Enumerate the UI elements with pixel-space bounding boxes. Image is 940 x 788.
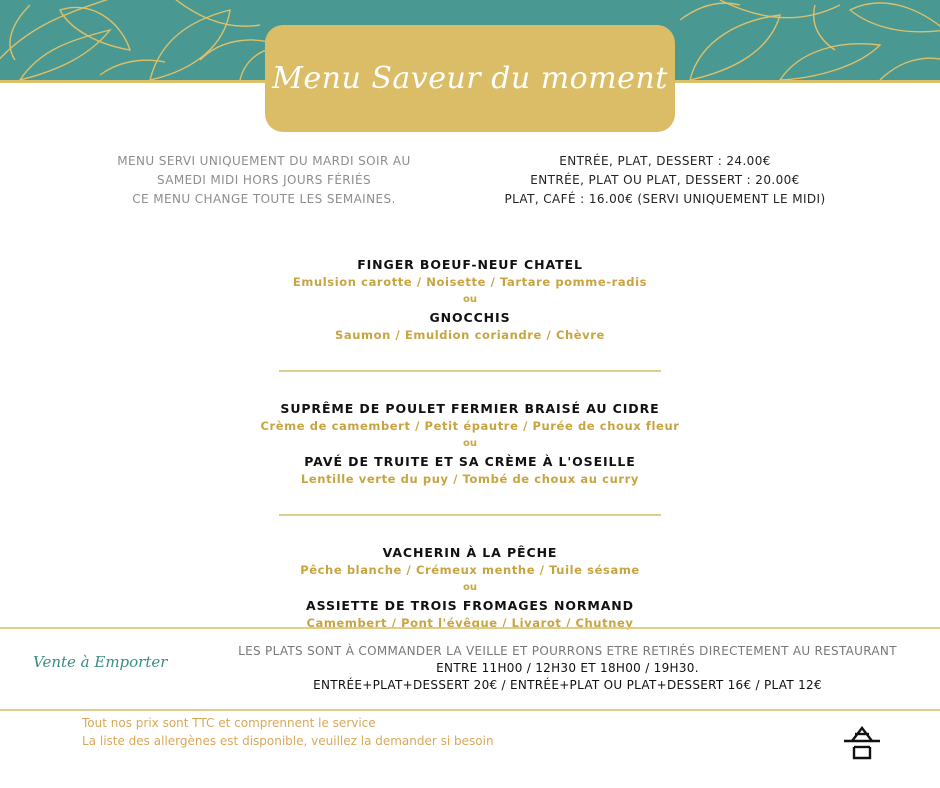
house-logo-icon xyxy=(842,724,882,760)
service-info-line: CE MENU CHANGE TOUTE LES SEMAINES. xyxy=(132,192,396,206)
dish-name: FINGER BOEUF-NEUF CHATEL xyxy=(357,257,583,272)
menu-title-box xyxy=(265,25,675,132)
course-main xyxy=(200,399,740,488)
divider xyxy=(279,514,661,516)
dish-name: SUPRÊME DE POULET FERMIER BRAISÉ AU CIDRE xyxy=(280,401,660,416)
takeaway-info xyxy=(210,643,925,694)
price-line: PLAT, CAFÉ : 16.00€ (SERVI UNIQUEMENT LE MIDI) xyxy=(504,192,826,206)
service-info-line: SAMEDI MIDI HORS JOURS FÉRIÉS xyxy=(156,173,371,187)
price-line: ENTRÉE, PLAT, DESSERT : 24.00€ xyxy=(559,154,771,168)
takeaway-line: ENTRÉE+PLAT+DESSERT 20€ / ENTRÉE+PLAT OU PLAT+DESSERT 16€ / PLAT 12€ xyxy=(313,678,822,692)
price-line: ENTRÉE, PLAT OU PLAT, DESSERT : 20.00€ xyxy=(530,173,800,187)
footnote-line: La liste des allergènes est disponible, veuillez la demander si besoin xyxy=(82,734,494,748)
takeaway-line: ENTRE 11H00 / 12H30 ET 18H00 / 19H30. xyxy=(436,661,699,675)
divider xyxy=(279,370,661,372)
dish-description: Crème de camembert / Petit épautre / Purée de choux fleur xyxy=(260,419,680,433)
dish-description: Emulsion carotte / Noisette / Tartare pomme-radis xyxy=(292,275,648,289)
or-separator: ou xyxy=(463,438,477,449)
course-starter xyxy=(200,255,740,344)
dish-description: Pêche blanche / Crémeux menthe / Tuile sésame xyxy=(300,563,640,577)
dish-description: Camembert / Pont l'évêque / Livarot / Chutney xyxy=(306,616,634,630)
takeaway-label: Vente à Emporter xyxy=(33,653,168,671)
dish-name: VACHERIN À LA PÊCHE xyxy=(382,545,558,560)
dish-description: Lentille verte du puy / Tombé de choux au curry xyxy=(300,472,640,486)
menu-title: Menu Saveur du moment xyxy=(272,61,668,96)
or-separator: ou xyxy=(463,294,477,305)
menu-courses xyxy=(200,255,740,632)
footnote-line: Tout nos prix sont TTC et comprennent le service xyxy=(82,716,376,730)
price-info xyxy=(470,152,860,209)
dish-description: Saumon / Emuldion coriandre / Chèvre xyxy=(335,328,605,342)
service-info xyxy=(88,152,440,209)
course-dessert xyxy=(200,543,740,632)
footnote xyxy=(82,714,494,750)
service-info-line: MENU SERVI UNIQUEMENT DU MARDI SOIR AU xyxy=(117,154,411,168)
dish-name: PAVÉ DE TRUITE ET SA CRÈME À L'OSEILLE xyxy=(304,454,636,469)
takeaway-line: LES PLATS SONT À COMMANDER LA VEILLE ET POURRONS ETRE RETIRÉS DIRECTEMENT AU RESTAURANT xyxy=(238,644,897,658)
dish-name: GNOCCHIS xyxy=(429,310,511,325)
dish-name: ASSIETTE DE TROIS FROMAGES NORMAND xyxy=(306,598,634,613)
or-separator: ou xyxy=(463,582,477,593)
